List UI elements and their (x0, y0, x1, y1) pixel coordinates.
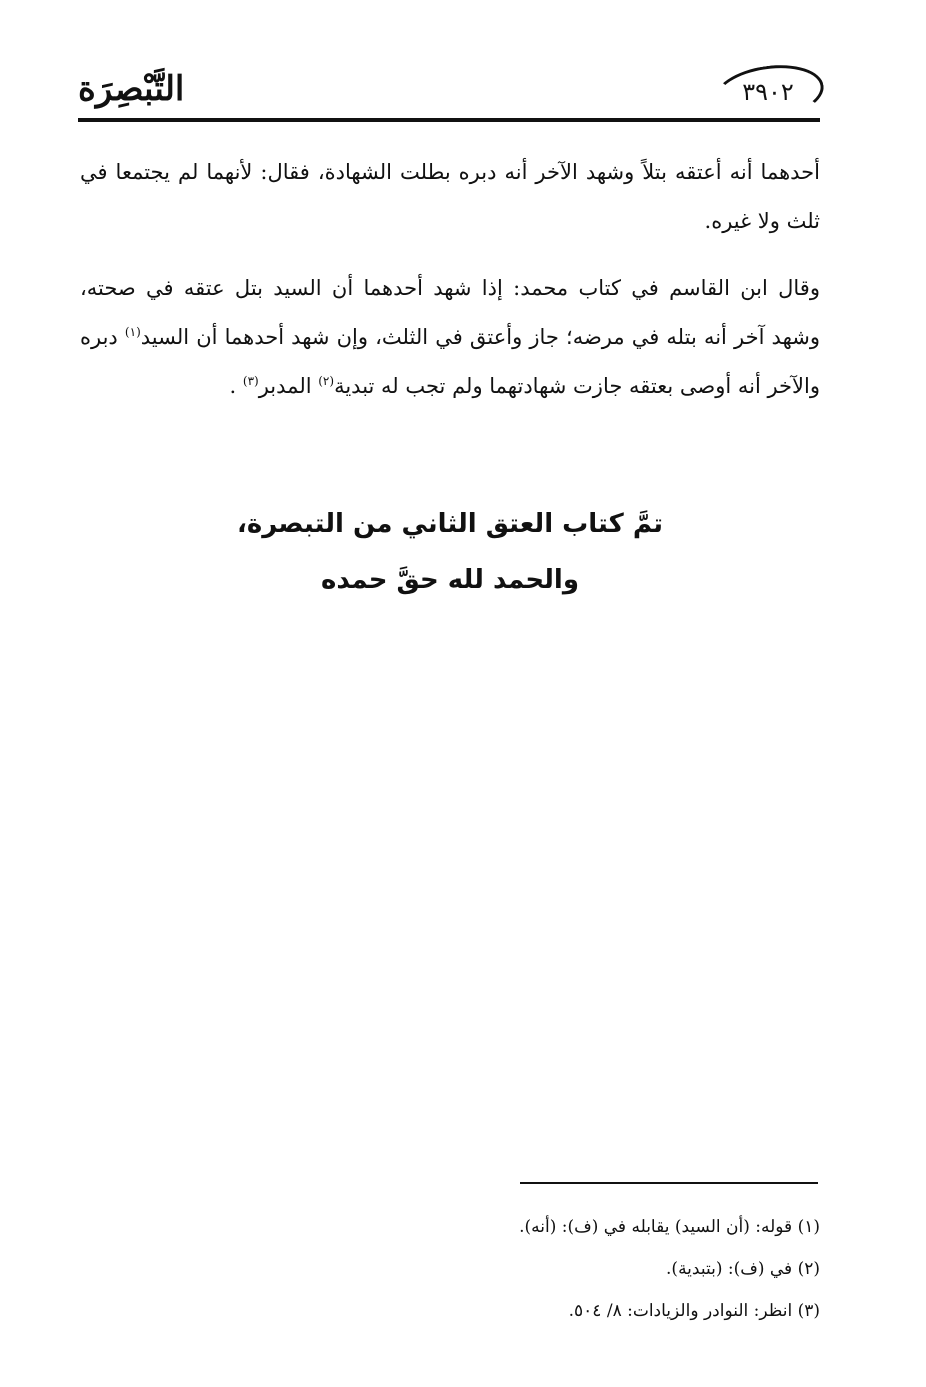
page-header (78, 62, 828, 128)
closing-line-1: تمَّ كتاب العتق الثاني من التبصرة، (237, 509, 663, 539)
body-text (80, 148, 820, 435)
footnote-rule (520, 1182, 818, 1184)
book-title: التَّبْصِرَة (78, 69, 185, 109)
paragraph-2 (80, 264, 820, 411)
paragraph-1: أحدهما أنه أعتقه بتلاً وشهد الآخر أنه دبره بطلت الشهادة، فقال: لأنهما لم يجتمعا في ثلث ولا غيره. (80, 160, 820, 233)
footnote-1: (١) قوله: (أن السيد) يقابله في (ف): (أنه). (519, 1217, 820, 1237)
header-rule (78, 118, 820, 122)
closing-line-2: والحمد لله حقَّ حمده (320, 565, 580, 595)
footnote-3: (٣) انظر: النوادر والزيادات: ٨/ ٥٠٤. (568, 1301, 820, 1321)
footnote-ref-2: (٢) (318, 374, 335, 388)
closing-statement (80, 496, 820, 608)
footnote-2: (٢) في (ف): (بتبدية). (666, 1259, 820, 1279)
paragraph-2-text-b: دبره والآخر أنه أوصى بعتقه جازت شهادتهما ولم تجب له تبدية (80, 325, 820, 398)
footnote-ref-3: (٣) (242, 374, 259, 388)
footnote-ref-1: (١) (124, 325, 141, 339)
paragraph-2-text-a: وقال ابن القاسم في كتاب محمد: إذا شهد أحدهما أن السيد بتل عتقه في صحته، وشهد آخر أنه بتله في مرضه؛ جاز وأعتق في الثلث، وإن شهد أحدهما أن السيد (80, 276, 820, 349)
paragraph-2-text-d: . (229, 374, 243, 398)
page-number: ٣٩٠٢ (742, 78, 794, 106)
footnotes (300, 1206, 820, 1332)
paragraph-2-text-c: المدبر (258, 374, 319, 398)
